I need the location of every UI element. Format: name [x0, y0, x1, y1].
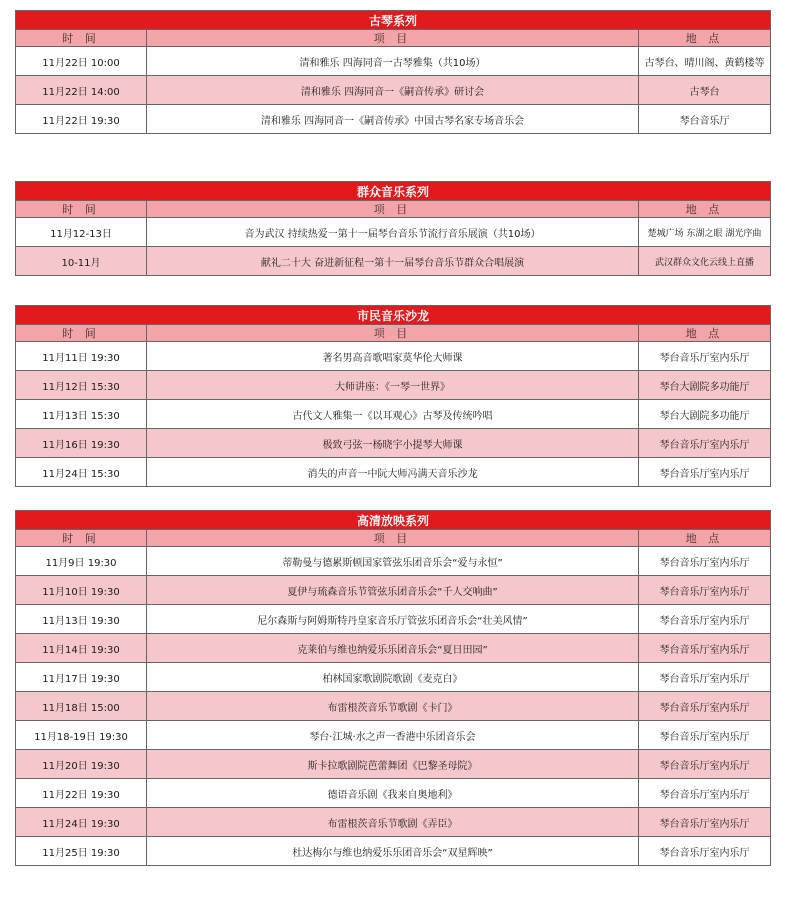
- cell-time: 11月24日 15:30: [16, 458, 147, 487]
- cell-time: 11月13日 15:30: [16, 400, 147, 429]
- header-time: 时 间: [16, 201, 147, 218]
- cell-item: 音为武汉 持续热爱一第十一届琴台音乐节流行音乐展演（共10场）: [147, 218, 639, 247]
- cell-item: 清和雅乐 四海同音一《嗣音传承》研讨会: [147, 76, 639, 105]
- section-title: 市民音乐沙龙: [16, 306, 771, 325]
- table-row: [16, 371, 771, 400]
- cell-location: 琴台音乐厅室内乐厅: [639, 808, 771, 837]
- cell-time: 11月22日 19:30: [16, 105, 147, 134]
- cell-time: 11月10日 19:30: [16, 576, 147, 605]
- cell-location: 琴台音乐厅: [639, 105, 771, 134]
- table-row: [16, 429, 771, 458]
- cell-item: 德语音乐剧《我来自奥地利》: [147, 779, 639, 808]
- section-title: 高清放映系列: [16, 511, 771, 530]
- cell-time: 11月20日 19:30: [16, 750, 147, 779]
- header-time: 时 间: [16, 30, 147, 47]
- schedule-table-salon: [15, 305, 771, 487]
- cell-location: 琴台音乐厅室内乐厅: [639, 721, 771, 750]
- cell-location: 琴台音乐厅室内乐厅: [639, 605, 771, 634]
- cell-item: 夏伊与琉森音乐节管弦乐团音乐会“千人交响曲”: [147, 576, 639, 605]
- cell-location: 琴台大剧院多功能厅: [639, 400, 771, 429]
- cell-location: 琴台音乐厅室内乐厅: [639, 342, 771, 371]
- cell-time: 11月16日 19:30: [16, 429, 147, 458]
- cell-item: 大师讲座：《一琴一世界》: [147, 371, 639, 400]
- table-row: [16, 400, 771, 429]
- cell-location: 琴台音乐厅室内乐厅: [639, 779, 771, 808]
- header-location: 地 点: [639, 325, 771, 342]
- header-item: 项 目: [147, 30, 639, 47]
- cell-time: 10-11月: [16, 247, 147, 276]
- cell-time: 11月18日 15:00: [16, 692, 147, 721]
- cell-location: 琴台音乐厅室内乐厅: [639, 429, 771, 458]
- header-item: 项 目: [147, 201, 639, 218]
- cell-time: 11月12日 15:30: [16, 371, 147, 400]
- section-title: 古琴系列: [16, 11, 771, 30]
- cell-location: 琴台音乐厅室内乐厅: [639, 576, 771, 605]
- cell-item: 清和雅乐 四海同音一古琴雅集（共10场）: [147, 47, 639, 76]
- cell-time: 11月14日 19:30: [16, 634, 147, 663]
- cell-location: 武汉群众文化云线上直播: [639, 247, 771, 276]
- table-row: [16, 576, 771, 605]
- table-row: [16, 218, 771, 247]
- header-location: 地 点: [639, 201, 771, 218]
- cell-item: 尼尔森斯与阿姆斯特丹皇家音乐厅管弦乐团音乐会“壮美风情”: [147, 605, 639, 634]
- schedule-table-guqin: [15, 10, 771, 134]
- table-row: [16, 47, 771, 76]
- header-item: 项 目: [147, 325, 639, 342]
- cell-time: 11月11日 19:30: [16, 342, 147, 371]
- cell-location: 琴台音乐厅室内乐厅: [639, 837, 771, 866]
- cell-location: 古琴台、晴川阁、黄鹤楼等: [639, 47, 771, 76]
- cell-time: 11月12-13日: [16, 218, 147, 247]
- cell-time: 11月24日 19:30: [16, 808, 147, 837]
- header-location: 地 点: [639, 30, 771, 47]
- cell-item: 清和雅乐 四海同音一《嗣音传承》中国古琴名家专场音乐会: [147, 105, 639, 134]
- cell-item: 献礼二十大 奋进新征程一第十一届琴台音乐节群众合唱展演: [147, 247, 639, 276]
- cell-item: 杜达梅尔与维也纳爱乐乐团音乐会“双星辉映”: [147, 837, 639, 866]
- cell-location: 琴台音乐厅室内乐厅: [639, 634, 771, 663]
- cell-time: 11月18-19日 19:30: [16, 721, 147, 750]
- table-row: [16, 105, 771, 134]
- cell-item: 柏林国家歌剧院歌剧《麦克白》: [147, 663, 639, 692]
- cell-item: 克莱伯与维也纳爱乐乐团音乐会“夏日田园”: [147, 634, 639, 663]
- table-row: [16, 458, 771, 487]
- schedule-table-public-music: [15, 181, 771, 276]
- table-row: [16, 837, 771, 866]
- cell-location: 楚城广场 东湖之眼 湖光序曲: [639, 218, 771, 247]
- cell-time: 11月13日 19:30: [16, 605, 147, 634]
- cell-time: 11月25日 19:30: [16, 837, 147, 866]
- cell-time: 11月22日 19:30: [16, 779, 147, 808]
- table-row: [16, 692, 771, 721]
- table-row: [16, 605, 771, 634]
- header-time: 时 间: [16, 325, 147, 342]
- table-row: [16, 750, 771, 779]
- cell-location: 琴台音乐厅室内乐厅: [639, 663, 771, 692]
- cell-item: 布雷根茨音乐节歌剧《卡门》: [147, 692, 639, 721]
- cell-time: 11月17日 19:30: [16, 663, 147, 692]
- cell-item: 布雷根茨音乐节歌剧《弄臣》: [147, 808, 639, 837]
- table-row: [16, 76, 771, 105]
- table-row: [16, 808, 771, 837]
- cell-location: 琴台音乐厅室内乐厅: [639, 692, 771, 721]
- table-row: [16, 779, 771, 808]
- cell-item: 著名男高音歌唱家莫华伦大师课: [147, 342, 639, 371]
- cell-location: 古琴台: [639, 76, 771, 105]
- table-row: [16, 721, 771, 750]
- cell-item: 极致弓弦一杨晓宇小提琴大师课: [147, 429, 639, 458]
- header-time: 时 间: [16, 530, 147, 547]
- cell-location: 琴台音乐厅室内乐厅: [639, 750, 771, 779]
- section-title: 群众音乐系列: [16, 182, 771, 201]
- cell-item: 消失的声音一中阮大师冯满天音乐沙龙: [147, 458, 639, 487]
- table-row: [16, 247, 771, 276]
- table-row: [16, 342, 771, 371]
- cell-time: 11月22日 10:00: [16, 47, 147, 76]
- table-row: [16, 634, 771, 663]
- cell-location: 琴台大剧院多功能厅: [639, 371, 771, 400]
- cell-item: 琴台·江城·水之声一香港中乐团音乐会: [147, 721, 639, 750]
- header-location: 地 点: [639, 530, 771, 547]
- header-item: 项 目: [147, 530, 639, 547]
- cell-time: 11月22日 14:00: [16, 76, 147, 105]
- cell-location: 琴台音乐厅室内乐厅: [639, 547, 771, 576]
- cell-time: 11月9日 19:30: [16, 547, 147, 576]
- cell-item: 古代文人雅集一《以耳观心》古琴及传统吟唱: [147, 400, 639, 429]
- cell-item: 斯卡拉歌剧院芭蕾舞团《巴黎圣母院》: [147, 750, 639, 779]
- table-row: [16, 663, 771, 692]
- table-row: [16, 547, 771, 576]
- cell-item: 蒂勒曼与德累斯顿国家管弦乐团音乐会“爱与永恒”: [147, 547, 639, 576]
- cell-location: 琴台音乐厅室内乐厅: [639, 458, 771, 487]
- schedule-table-hd-screening: [15, 510, 771, 866]
